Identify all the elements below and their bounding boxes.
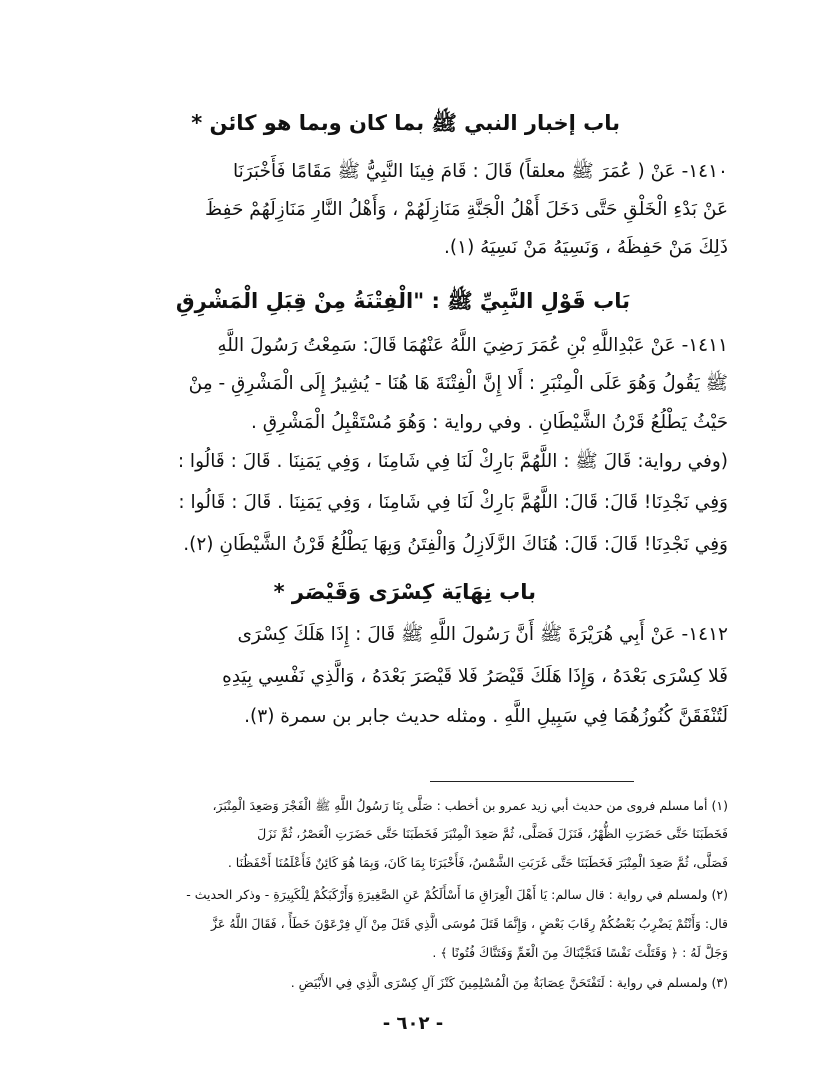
hadith-1411-line-6: وَفِي نَجْدِنَا! قَالَ: قَالَ: هُنَاكَ الزَّلَازِلُ وَالْفِتَنُ وَبِهَا يَطْلُعُ قَرْنُ الشَّيْطَانِ (٢). [183,534,728,555]
footnote-3-line-1: (٣) ولمسلم في رواية : لَتَفْتَحَنَّ عِصَابَةٌ مِنَ الْمُسْلِمِينَ كَنْزَ آلِ كِسْرَى الَّذِي فِي الأَبْيَضِ . [290,975,728,990]
hadith-1411-line-4: (وفي رواية: قَالَ ﷺ : اللَّهُمَّ بَارِكْ لَنَا فِي شَامِنَا ، وَفِي يَمَنِنَا . قَالَ : قَالُوا : [177,451,728,472]
hadith-1412-line-2: فَلا كِسْرَى بَعْدَهُ ، وَإِذَا هَلَكَ قَيْصَرُ فَلا قَيْصَرَ بَعْدَهُ ، وَالَّذِي نَفْسِي بِيَدِهِ [222,666,728,687]
footnote-1-line-3: فَصَلَّى، ثُمَّ صَعِدَ الْمِنْبَرَ فَخَطَبَنَا حَتَّى غَرَبَتِ الشَّمْسُ، فَأَخْبَرَنَا بِمَا كَانَ، وَبِمَا هُوَ كَائِنٌ فَأَعْلَمُنَا أَحْفَظُنَا . [227,855,728,870]
chapter-heading-end-of-kisra: باب نِهَايَة كِسْرَى وَقَيْصَر * [273,580,536,604]
footnote-2-line-1: (٢) ولمسلم في رواية : قال سالم: يَا أَهْلَ الْعِرَاقِ مَا أَسْأَلَكُمْ عَنِ الصَّغِيرَةِ وَأَرْكَبَكُمْ لِلْكَبِيرَةِ - وذكر الحديث - [186,887,728,902]
hadith-1410-line-2: عَنْ بَدْءِ الْخَلْقِ حَتَّى دَخَلَ أَهْلُ الْجَنَّةِ مَنَازِلَهُمْ ، وَأَهْلُ النَّارِ مَنَازِلَهُمْ حَفِظَ [205,199,728,220]
chapter-heading-news-of-prophet: باب إخبار النبي ﷺ بما كان وبما هو كائن * [191,111,620,135]
footnote-1-line-2: فَخَطَبَنَا حَتَّى حَضَرَتِ الظُّهْرُ، فَنَزَلَ فَصَلَّى، ثُمَّ صَعِدَ الْمِنْبَرَ فَخَطَبَنَا حَتَّى حَضَرَتِ الْعَصْرُ، ثُمَّ نَزَلَ [257,826,728,841]
footnote-2-line-2: قال: وَأَنْتُمْ يَضْرِبُ بَعْضُكُمْ رِقَابَ بَعْضٍ ، وَإِنَّمَا قَتَلَ مُوسَى الَّذِي قَتَلَ مِنْ آلِ فِرْعَوْنَ خَطَأً ، فَقَالَ اللَّهُ عَزَّ [211,916,728,931]
hadith-1411-line-5: وَفِي نَجْدِنَا! قَالَ: قَالَ: اللَّهُمَّ بَارِكْ لَنَا فِي شَامِنَا ، وَفِي يَمَنِنَا . قَالَ : قَالُوا : [178,492,728,513]
footnote-separator [430,781,634,782]
hadith-1412-line-1: ١٤١٢- عَنْ أَبِي هُرَيْرَةَ ﷺ أَنَّ رَسُولَ اللَّهِ ﷺ قَالَ : إِذَا هَلَكَ كِسْرَى [237,624,728,645]
hadith-1410-line-1: ١٤١٠- عَنْ ( عُمَرَ ﷺ معلقاً) قَالَ : قَامَ فِينَا النَّبِيُّ ﷺ مَقَامًا فَأَخْبَرَنَا [232,161,728,182]
hadith-1411-line-1: ١٤١١- عَنْ عَبْدِاللَّهِ بْنِ عُمَرَ رَضِيَ اللَّهُ عَنْهُمَا قَالَ: سَمِعْتُ رَسُولَ اللَّهِ [217,335,728,356]
hadith-1411-line-2: ﷺ يَقُولُ وَهُوَ عَلَى الْمِنْبَرِ : أَلا إِنَّ الْفِتْنَةَ هَا هُنَا - يُشِيرُ إِلَى الْمَشْرِقِ - مِنْ [188,373,728,394]
footnote-2-line-3: وَجَلَّ لَهُ : ﴿ وَقَتَلْتَ نَفْسًا فَنَجَّيْنَاكَ مِنَ الْغَمِّ وَفَتَنَّاكَ فُتُونًا ﴾ . [432,945,728,960]
hadith-1411-line-3: حَيْثُ يَطْلُعُ قَرْنُ الشَّيْطَانِ . وفي رواية : وَهُوَ مُسْتَقْبِلُ الْمَشْرِقِ . [250,412,728,433]
page-number: - ٦٠٢ - [382,1013,444,1034]
footnote-1-line-1: (١) أما مسلم فروى من حديث أبي زيد عمرو بن أخطب : صَلَّى بِنَا رَسُولُ اللَّهِ ﷺ الْفَجْرَ وَصَعِدَ الْمِنْبَرَ، [212,798,728,813]
hadith-1412-line-3: لَتُنْفَقَنَّ كُنُوزُهُمَا فِي سَبِيلِ اللَّهِ . ومثله حديث جابر بن سمرة (٣). [244,706,728,727]
chapter-heading-fitna-east: بَاب قَوْلِ النَّبِيِّ ﷺ : "الْفِتْنَةُ مِنْ قِبَلِ الْمَشْرِقِ [175,289,630,313]
hadith-1410-line-3: ذَلِكَ مَنْ حَفِظَهُ ، وَنَسِيَهُ مَنْ نَسِيَهُ (١). [444,237,728,258]
